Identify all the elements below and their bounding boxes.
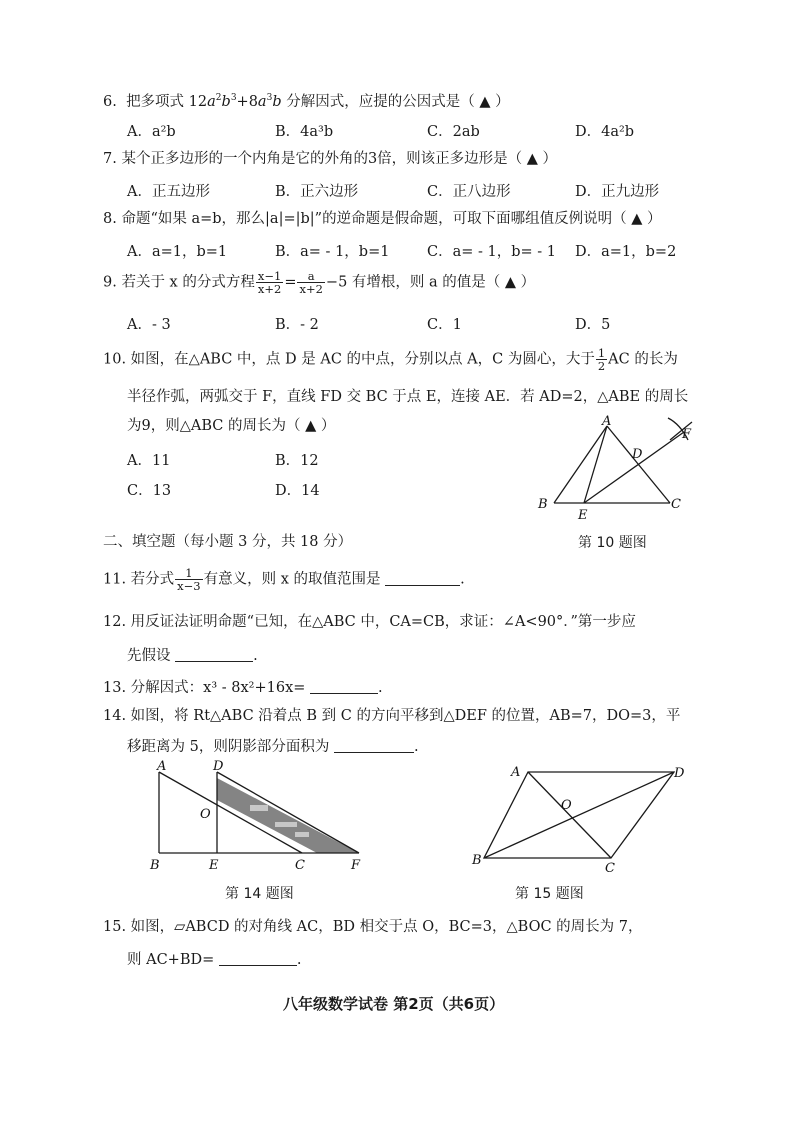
page-footer: 八年级数学试卷 第2页（共6页） [283,995,505,1013]
answer-blank [334,738,414,753]
question-11: 11. 若分式 $\frac{1}{x-3}$ 有意义，则 x 的取值范围是 . [103,566,465,593]
label-b: B [472,853,482,868]
option-b: B．a= - 1，b=1 [275,244,390,260]
figure-14 [145,760,370,878]
label-c: C [671,497,681,512]
answer-blank [385,571,460,586]
label-d: D [632,447,643,462]
option-c: C．正八边形 [427,184,511,200]
shaded-region [217,778,359,853]
option-b: B．4a³b [275,124,334,140]
label-a: A [602,414,612,429]
question-stem-a: 若关于 x 的分式方程 [121,274,255,291]
option-d: D．4a²b [575,124,635,140]
figure-14-caption: 第 14 题图 [225,886,294,902]
label-b: B [150,858,160,873]
question-number: 12. [103,614,127,630]
figure-15-caption: 第 15 题图 [515,886,584,902]
question-stem-b: −5 有增根，则 a 的值是（ ▲ ） [325,274,536,291]
figure-10 [530,412,710,524]
question-10-line2: 半径作弧，两弧交于 F，直线 FD 交 BC 于点 E，连接 AE．若 AD=2，△ABE 的周长 [127,389,689,405]
label-o: O [200,807,211,822]
fraction-half: $\frac{1}{2}$ [597,346,606,373]
label-e: E [209,858,219,873]
label-f: F [351,858,361,873]
label-e: E [578,508,588,523]
question-number: 14. [103,708,127,724]
answer-blank [175,647,253,662]
fraction: $\frac{1}{x-3}$ [177,566,201,593]
question-14-line2: 移距离为 5，则阴影部分面积为 . [127,739,419,755]
question-15: 15. 如图，▱ABCD 的对角线 AC，BD 相交于点 O，BC=3，△BOC 的周长为 7， [103,919,643,935]
label-d: D [674,766,685,781]
option-a: A．11 [127,453,171,469]
question-15-line2: 则 AC+BD= . [127,952,302,968]
question-number: 15. [103,919,127,935]
option-c: C．1 [427,317,462,333]
option-a: A．- 3 [127,317,171,333]
question-14: 14. 如图，将 Rt△ABC 沿着点 B 到 C 的方向平移到△DEF 的位置，AB=7，DO=3，平 [103,708,681,724]
question-number: 6. [103,93,117,110]
question-number: 10. [103,351,127,368]
question-12-line2: 先假设 . [127,648,258,664]
figure-10-caption: 第 10 题图 [578,535,647,551]
option-b: B．正六边形 [275,184,359,200]
label-o: O [561,798,572,813]
question-number: 8. [103,211,117,227]
question-stem: 命题“如果 a=b，那么|a|=|b|”的逆命题是假命题，可取下面哪组值反例说明（ ▲ ） [121,211,662,227]
question-number: 9. [103,274,117,291]
question-number: 11. [103,571,127,588]
option-d: D．14 [275,483,320,499]
option-c: C．2ab [427,124,480,140]
label-a: A [157,760,167,774]
label-f: F [682,427,692,442]
question-9: 9. 若关于 x 的分式方程 $\frac{x-1}{x+2}$ = $\frac{a}{x+2}$ −5 有增根，则 a 的值是（ ▲ ） [103,269,536,296]
option-c: C．a= - 1，b= - 1 [427,244,557,260]
option-d: D．正九边形 [575,184,660,200]
label-c: C [605,861,615,876]
option-b: B．- 2 [275,317,319,333]
option-c: C．13 [127,483,172,499]
question-7 [103,149,557,169]
label-a: A [511,765,521,780]
option-a: A．a=1，b=1 [127,244,228,260]
option-d: D．a=1，b=2 [575,244,677,260]
question-6 [103,88,510,112]
question-13: 13. 分解因式：x³ - 8x²+16x= . [103,680,383,696]
option-a: A．正五边形 [127,184,210,200]
question-number: 13. [103,680,127,696]
question-10-line3: 为9，则△ABC 的周长为（ ▲ ） [127,418,336,434]
question-number: 7. [103,151,117,167]
question-stem: 某个正多边形的一个内角是它的外角的3倍，则该正多边形是（ ▲ ） [121,151,558,167]
question-12: 12. 用反证法证明命题“已知，在△ABC 中，CA=CB，求证：∠A<90°．”第一步应 [103,614,636,630]
question-stem: 把多项式 $12a^2b^3+8a^3b$ 分解因式，应提的公因式是（ ▲ ） [126,93,510,110]
question-8 [103,209,661,229]
option-b: B．12 [275,453,319,469]
label-c: C [295,858,305,873]
option-a: A．a²b [127,124,176,140]
label-d: D [213,760,224,774]
answer-blank [219,951,297,966]
fraction-1: $\frac{x-1}{x+2}$ [257,269,282,296]
answer-blank [310,679,378,694]
section-2-heading: 二、填空题（每小题 3 分，共 18 分） [103,534,353,550]
fraction-2: $\frac{a}{x+2}$ [299,269,323,296]
option-d: D．5 [575,317,611,333]
figure-15 [468,760,698,878]
question-10: 10. 如图，在△ABC 中，点 D 是 AC 的中点，分别以点 A，C 为圆心，大于 $\frac{1}{2}$ AC 的长为 [103,346,678,373]
label-b: B [538,497,548,512]
